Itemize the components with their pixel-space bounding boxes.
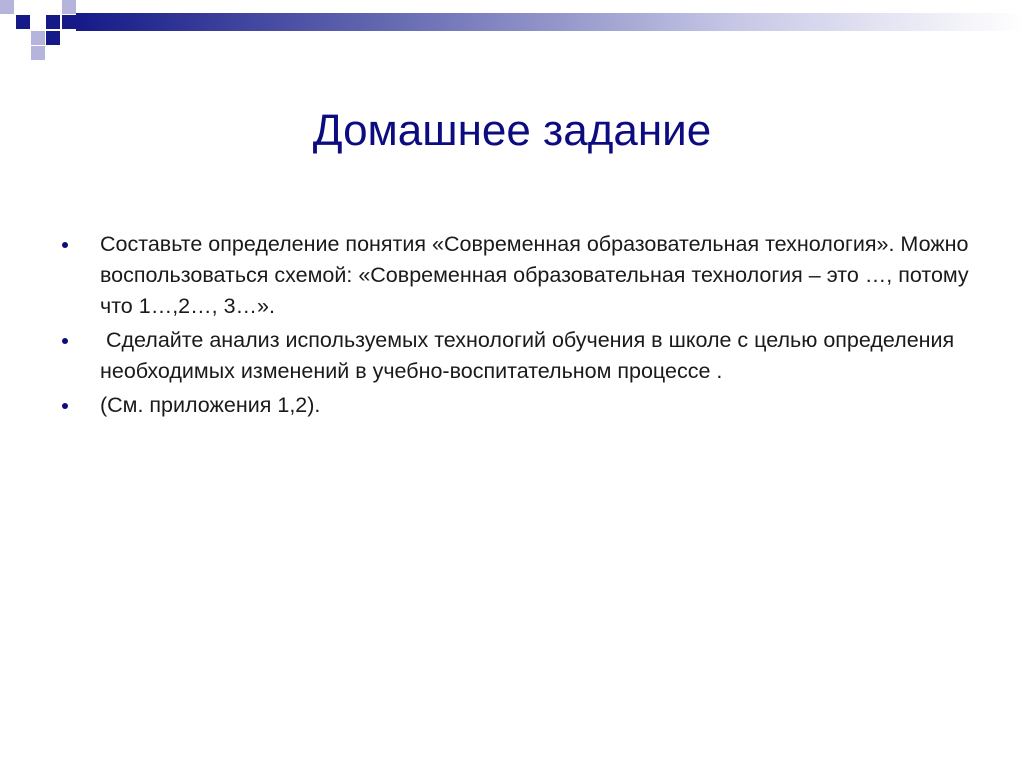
slide-title: Домашнее задание bbox=[312, 106, 712, 155]
deco-square bbox=[16, 15, 30, 29]
header-gradient-bar bbox=[76, 13, 1024, 31]
bullet-dot-icon bbox=[62, 403, 68, 409]
deco-square bbox=[46, 15, 60, 29]
list-item bbox=[62, 325, 982, 387]
deco-square bbox=[46, 31, 60, 45]
list-item bbox=[62, 390, 982, 421]
deco-square bbox=[31, 31, 45, 45]
deco-square bbox=[62, 0, 76, 14]
bullet-text: Сделайте анализ используемых технологий обучения в школе с целью определения необходимых изменений в учебно-воспитательном процессе . bbox=[100, 328, 961, 383]
bullet-text: (См. приложения 1,2). bbox=[100, 393, 321, 417]
list-item bbox=[62, 229, 982, 322]
bullet-dot-icon bbox=[62, 242, 68, 248]
bullet-dot-icon bbox=[62, 338, 68, 344]
deco-square bbox=[31, 46, 45, 60]
bullet-text: Составьте определение понятия «Современная образовательная технология». Можно воспользоваться схемой: «Современная образовательная технология – это …, потому что 1…,2…, 3…». bbox=[100, 232, 969, 318]
bullet-list bbox=[62, 229, 982, 424]
deco-square bbox=[62, 15, 76, 29]
header-decoration bbox=[0, 0, 1024, 64]
deco-square bbox=[0, 0, 14, 14]
